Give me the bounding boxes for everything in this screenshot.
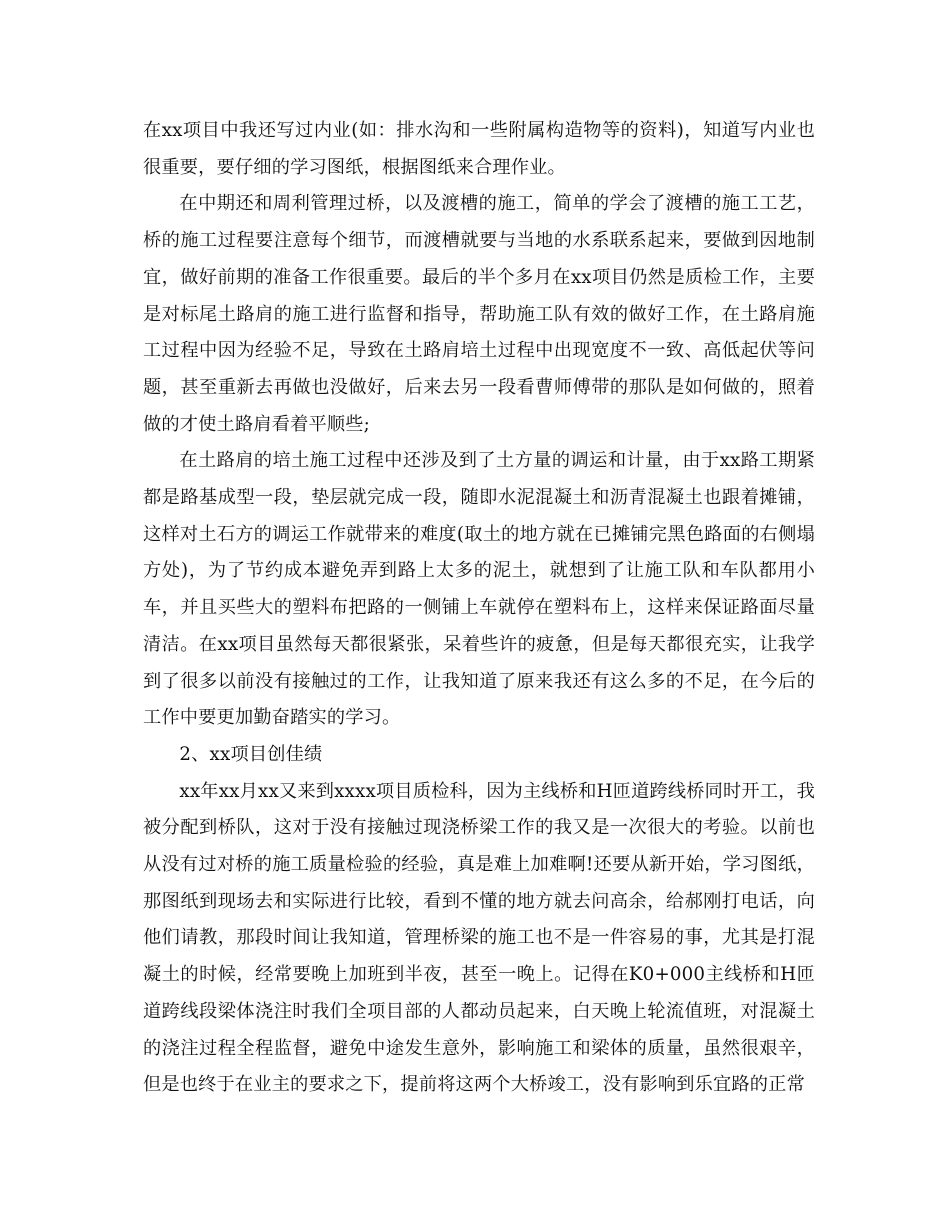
- document-body: [143, 113, 815, 1104]
- paragraph-earthwork: 在土路肩的培土施工过程中还涉及到了土方量的调运和计量，由于xx路工期紧都是路基成型一段，垫层就完成一段，随即水泥混凝土和沥青混凝土也跟着摊铺，这样对土石方的调运工作就带来的难度(取土的地方就在已摊铺完黑色路面的右侧塌方处)，为了节约成本避免弄到路上太多的泥土，就想到了让施工队和车队都用小车，并且买些大的塑料布把路的一侧铺上车就停在塑料布上，这样来保证路面尽量清洁。在xx项目虽然每天都很紧张，呆着些许的疲惫，但是每天都很充实，让我学到了很多以前没有接触过的工作，让我知道了原来我还有这么多的不足，在今后的工作中要更加勤奋踏实的学习。: [143, 450, 815, 729]
- paragraph-inner-work: 在xx项目中我还写过内业(如：排水沟和一些附属构造物等的资料)，知道写内业也很重要，要仔细的学习图纸，根据图纸来合理作业。: [143, 120, 815, 178]
- paragraph-bridge-aqueduct: 在中期还和周利管理过桥，以及渡槽的施工，简单的学会了渡槽的施工工艺，桥的施工过程要注意每个细节，而渡槽就要与当地的水系联系起来，要做到因地制宜，做好前期的准备工作很重要。最后的半个多月在xx项目仍然是质检工作，主要是对标尾土路肩的施工进行监督和指导，帮助施工队有效的做好工作，在土路肩施工过程中因为经验不足，导致在土路肩培土过程中出现宽度不一致、高低起伏等问题，甚至重新去再做也没做好，后来去另一段看曹师傅带的那队是如何做的，照着做的才使土路肩看着平顺些;: [143, 193, 815, 435]
- paragraph-bridge-team: xx年xx月xx又来到xxxx项目质检科，因为主线桥和H匝道跨线桥同时开工，我被分配到桥队，这对于没有接触过现浇桥梁工作的我又是一次很大的考验。以前也从没有过对桥的施工质量检验的经验，真是难上加难啊!还要从新开始，学习图纸，那图纸到现场去和实际进行比较，看到不懂的地方就去问高余，给郝刚打电话，向他们请教，那段时间让我知道，管理桥梁的施工也不是一件容易的事，尤其是打混凝土的时候，经常要晚上加班到半夜，甚至一晚上。记得在K0+000主线桥和H匝道跨线段梁体浇注时我们全项目部的人都动员起来，白天晚上轮流值班，对混凝土的浇注过程全程监督，避免中途发生意外，影响施工和梁体的质量，虽然很艰辛，但是也终于在业主的要求之下，提前将这两个大桥竣工，没有影响到乐宜路的正常: [143, 780, 815, 1096]
- section-heading: 2、xx项目创佳绩: [179, 743, 323, 765]
